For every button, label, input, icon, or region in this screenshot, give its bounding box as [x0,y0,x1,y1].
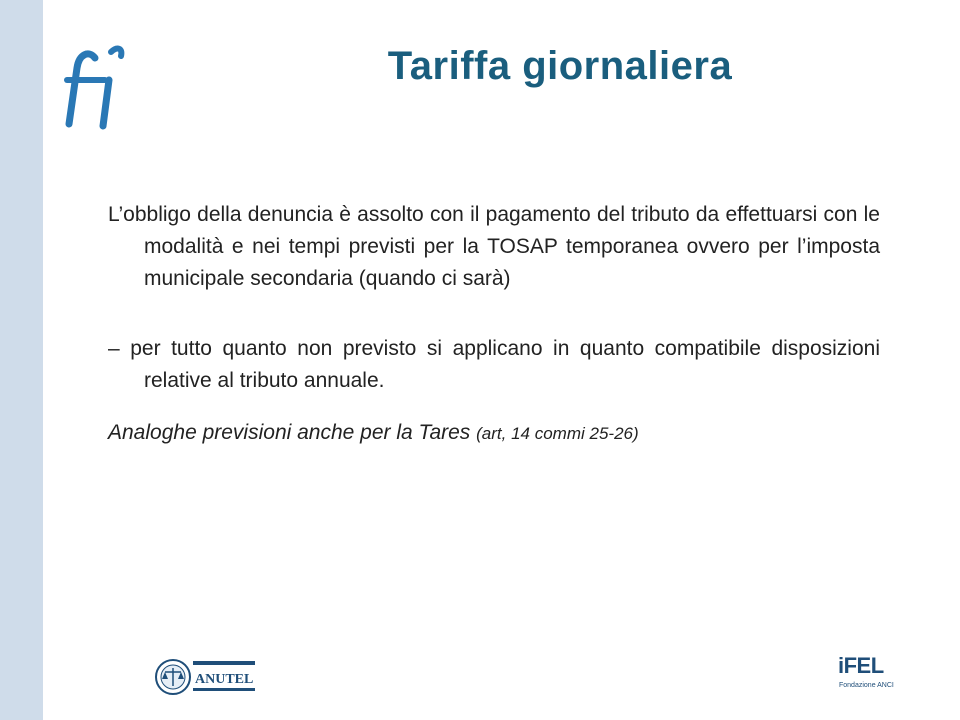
fi-logo [55,38,125,138]
note-main: Analoghe previsioni anche per la Tares [108,421,471,444]
slide-title: Tariffa giornaliera [387,44,733,88]
ifel-logo-subtitle: Fondazione ANCI [839,682,894,689]
anutel-logo [155,657,259,697]
paragraph-rinvio: – per tutto quanto non previsto si applicano in quanto compatibile disposizioni relative al tributo annuale. [108,337,880,392]
note-reference: (art, 14 commi 25-26) [476,424,639,443]
ifel-logo-text: iFEL [838,653,884,678]
ifel-logo [838,653,908,699]
paragraph-denuncia: L’obbligo della denuncia è assolto con il pagamento del tributo da effettuarsi con le modalità e nei tempi previsti per la TOSAP temporanea ovvero per l’imposta municipale secondaria (quando ci sarà) [108,203,880,290]
left-decorative-band [0,0,43,720]
slide-body [108,199,880,450]
note-tares [108,417,880,450]
anutel-logo-text: ANUTEL [195,672,254,687]
